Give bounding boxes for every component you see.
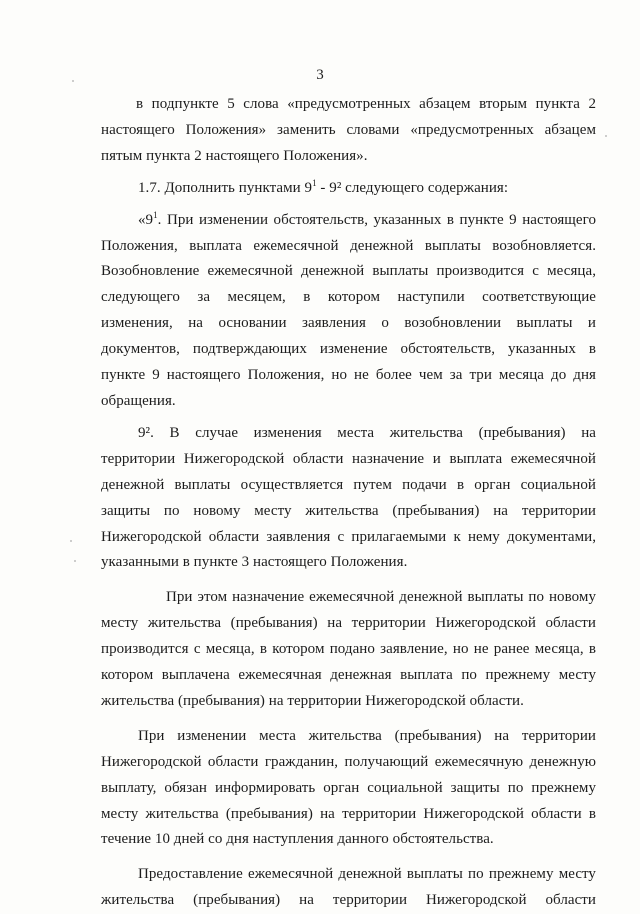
scan-speck [72,80,74,82]
text-line: месту жительства (пребывания) на территории Нижегородской области [101,615,596,632]
text-line: в подпункте 5 слова «предусмотренных абзацем вторым пункта 2 [136,96,596,112]
text-run: 1.7. Дополнить пунктами 9 [138,179,313,196]
scan-speck [74,560,76,562]
text-line: выплату, обязан информировать орган социальной защиты по прежнему [101,779,596,796]
text-line: обращения. [101,392,176,409]
paragraph-1-7 [101,176,596,202]
paragraph-9-2 [101,421,596,576]
text-line: следующего за месяцем, в котором наступили соответствующие [101,289,596,306]
superscript: 1 [312,177,317,188]
text-line [101,208,596,234]
text-line: изменения, на основании заявления о возобновлении выплаты и [101,315,596,332]
text-line: жительства (пребывания) на территории Нижегородской области [101,892,596,909]
text-line: настоящего Положения» заменить словами «предусмотренных абзацем [101,121,596,138]
text-line: Возобновление ежемесячной денежной выплаты производится с месяца, [101,263,596,280]
text-line: 9². В случае изменения места жительства (пребывания) на [138,424,596,441]
text-line: денежной выплаты осуществляется путем подачи в орган социальной [101,476,596,493]
text-line: производится с месяца, в котором подано заявление, но не ранее месяца, в [101,641,596,658]
superscript: 1 [153,209,158,220]
text-line: указанными в пункте 3 настоящего Положения. [101,554,408,571]
document-body [101,92,596,914]
text-line: защиты по новому месту жительства (пребывания) на территории [101,502,596,519]
text-line [101,176,596,202]
text-line: Положения, выплата ежемесячной денежной выплаты возобновляется. [101,237,596,254]
text-line: месту жительства (пребывания) на территории Нижегородской области в [101,805,596,822]
text-line: территории Нижегородской области назначение и выплата ежемесячной [101,450,596,467]
text-line: Нижегородской области гражданин, получающий ежемесячную денежную [101,753,596,770]
text-line: пункте 9 настоящего Положения, но не более чем за три месяца до дня [101,367,596,384]
page-number: 3 [316,67,324,83]
text-line: течение 10 дней со дня наступления данного обстоятельства. [101,831,494,848]
text-run: - 9² следующего содержания: [316,179,509,196]
text-line: жительства (пребывания) на территории Нижегородской области. [101,692,524,709]
paragraph-amendment-subpoint-5 [101,92,596,170]
paragraph-9-1 [101,208,596,415]
text-line: При этом назначение ежемесячной денежной выплаты по новому [166,589,596,606]
text-run: «9 [138,211,154,228]
text-line: документов, подтверждающих изменение обстоятельств, указанных в [101,341,596,358]
paragraph-previous-residence-payment [101,862,596,914]
paragraph-informing-obligation [101,724,596,854]
text-line: пятым пункта 2 настоящего Положения». [101,147,368,164]
scan-speck [70,540,72,542]
scan-speck [605,135,607,137]
text-run: . При изменении обстоятельств, указанных в пункте 9 настоящего [157,211,596,228]
text-line: Нижегородской области заявления с прилагаемыми к нему документами, [101,528,596,545]
paragraph-new-residence-assignment [101,585,596,715]
text-line: Предоставление ежемесячной денежной выплаты по прежнему месту [138,866,596,883]
text-line: котором выплачена ежемесячная денежная выплата по прежнему месту [101,667,596,684]
text-line: При изменении места жительства (пребывания) на территории [138,727,596,744]
